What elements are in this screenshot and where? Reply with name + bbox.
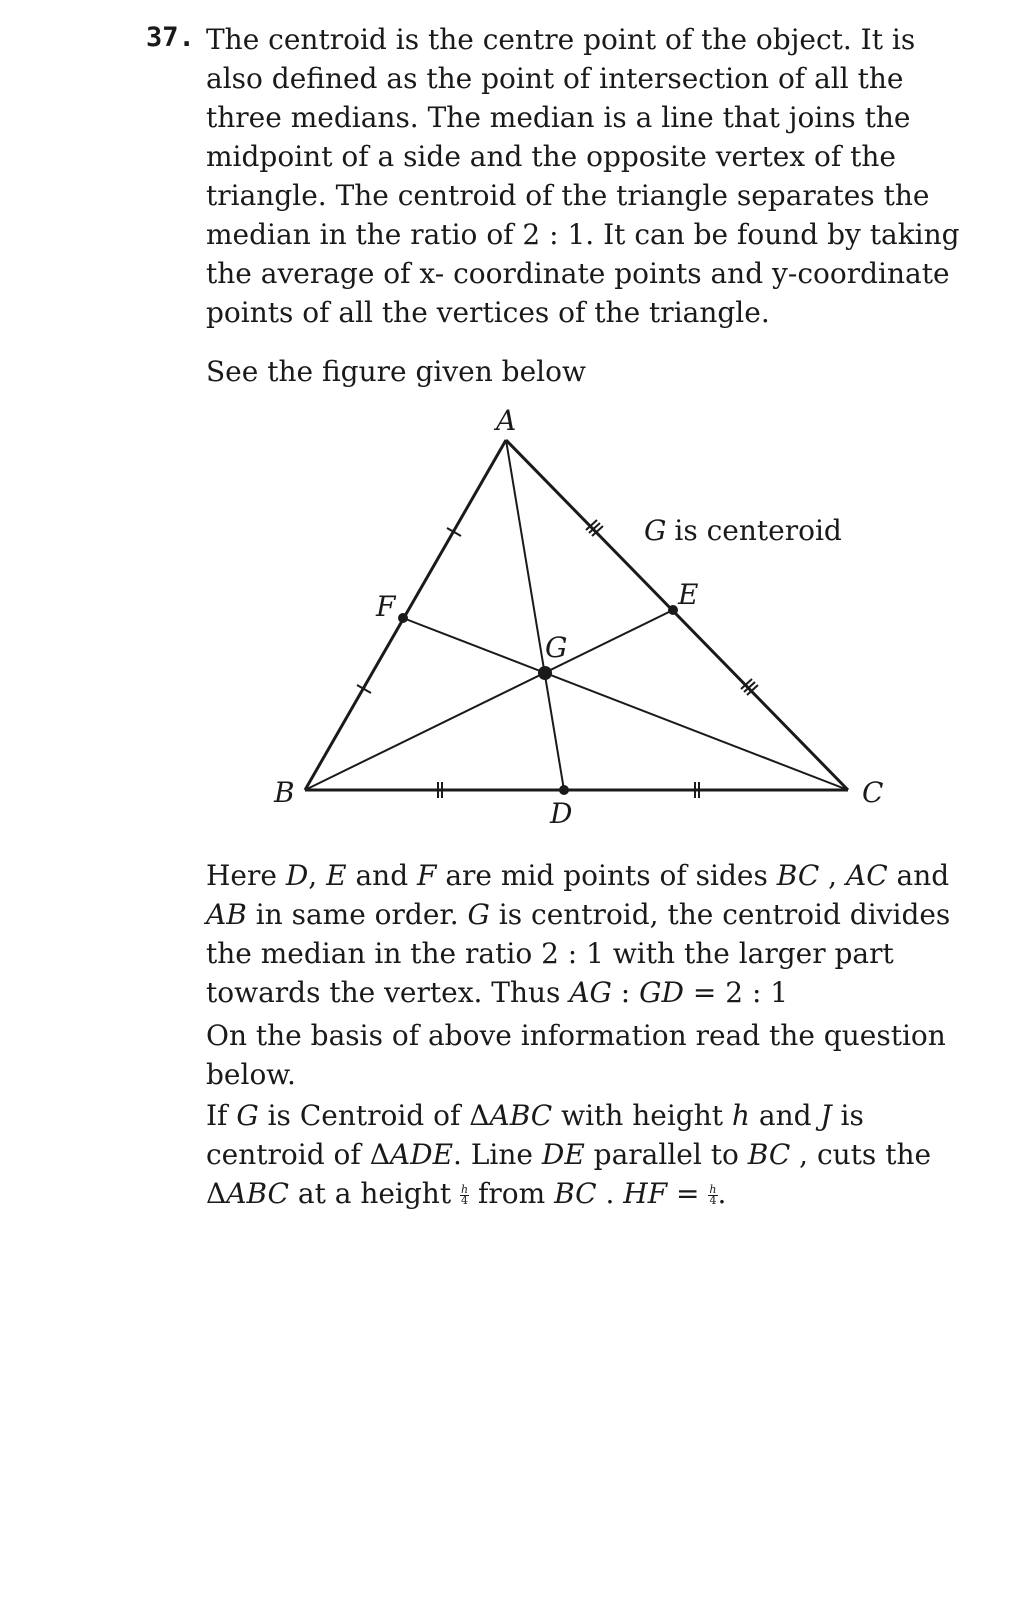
- basis-paragraph: On the basis of above information read the question below.: [206, 1019, 946, 1091]
- centroid-annotation: [644, 514, 842, 547]
- fraction-h-over-4-a: $\frac{h}{4}$: [461, 1183, 469, 1207]
- condition-paragraph: If G is Centroid of ΔABC with height h and J is centroid of ΔADE. Line DE parallel to BC , cuts the ΔABC at a height $\frac{h}{4}$ from BC . HF = $\frac{h}{4}$ .: [206, 1099, 932, 1210]
- question-number: 37.: [146, 22, 195, 53]
- point-f: [398, 613, 408, 623]
- label-f: F: [376, 590, 396, 623]
- fraction-h-over-4-b: $\frac{h}{4}$: [709, 1183, 717, 1207]
- label-b: B: [274, 776, 295, 809]
- intro-paragraph: The centroid is the centre point of the object. It is also defined as the point of intersection of all the three medians. The median is a line that joins the midpoint of a side and the opposite vertex of the triangle. The centroid of the triangle separates the median in the ratio of 2 : 1. It can be found by taking the average of x- coordinate points and y-coordinate points of all the vertices of the triangle.: [206, 23, 960, 329]
- label-a: A: [496, 404, 517, 437]
- label-d: D: [550, 797, 573, 830]
- point-g: [538, 666, 552, 680]
- point-e: [668, 605, 678, 615]
- explanation-paragraph: Here D, E and F are mid points of sides BC , AC and AB in same order. G is centroid, the centroid divides the median in the ratio 2 : 1 with the larger part towards the vertex. Thus AG : GD = 2 : 1: [206, 859, 951, 1009]
- label-c: C: [862, 776, 884, 809]
- point-d: [559, 785, 569, 795]
- label-e: E: [678, 578, 699, 611]
- annotation-text: is centeroid: [674, 514, 842, 547]
- label-g: G: [545, 631, 568, 664]
- median-cf: [403, 618, 848, 790]
- side-ac: [506, 440, 848, 790]
- see-figure-text: See the figure given below: [206, 355, 586, 388]
- annotation-symbol: G: [644, 514, 667, 547]
